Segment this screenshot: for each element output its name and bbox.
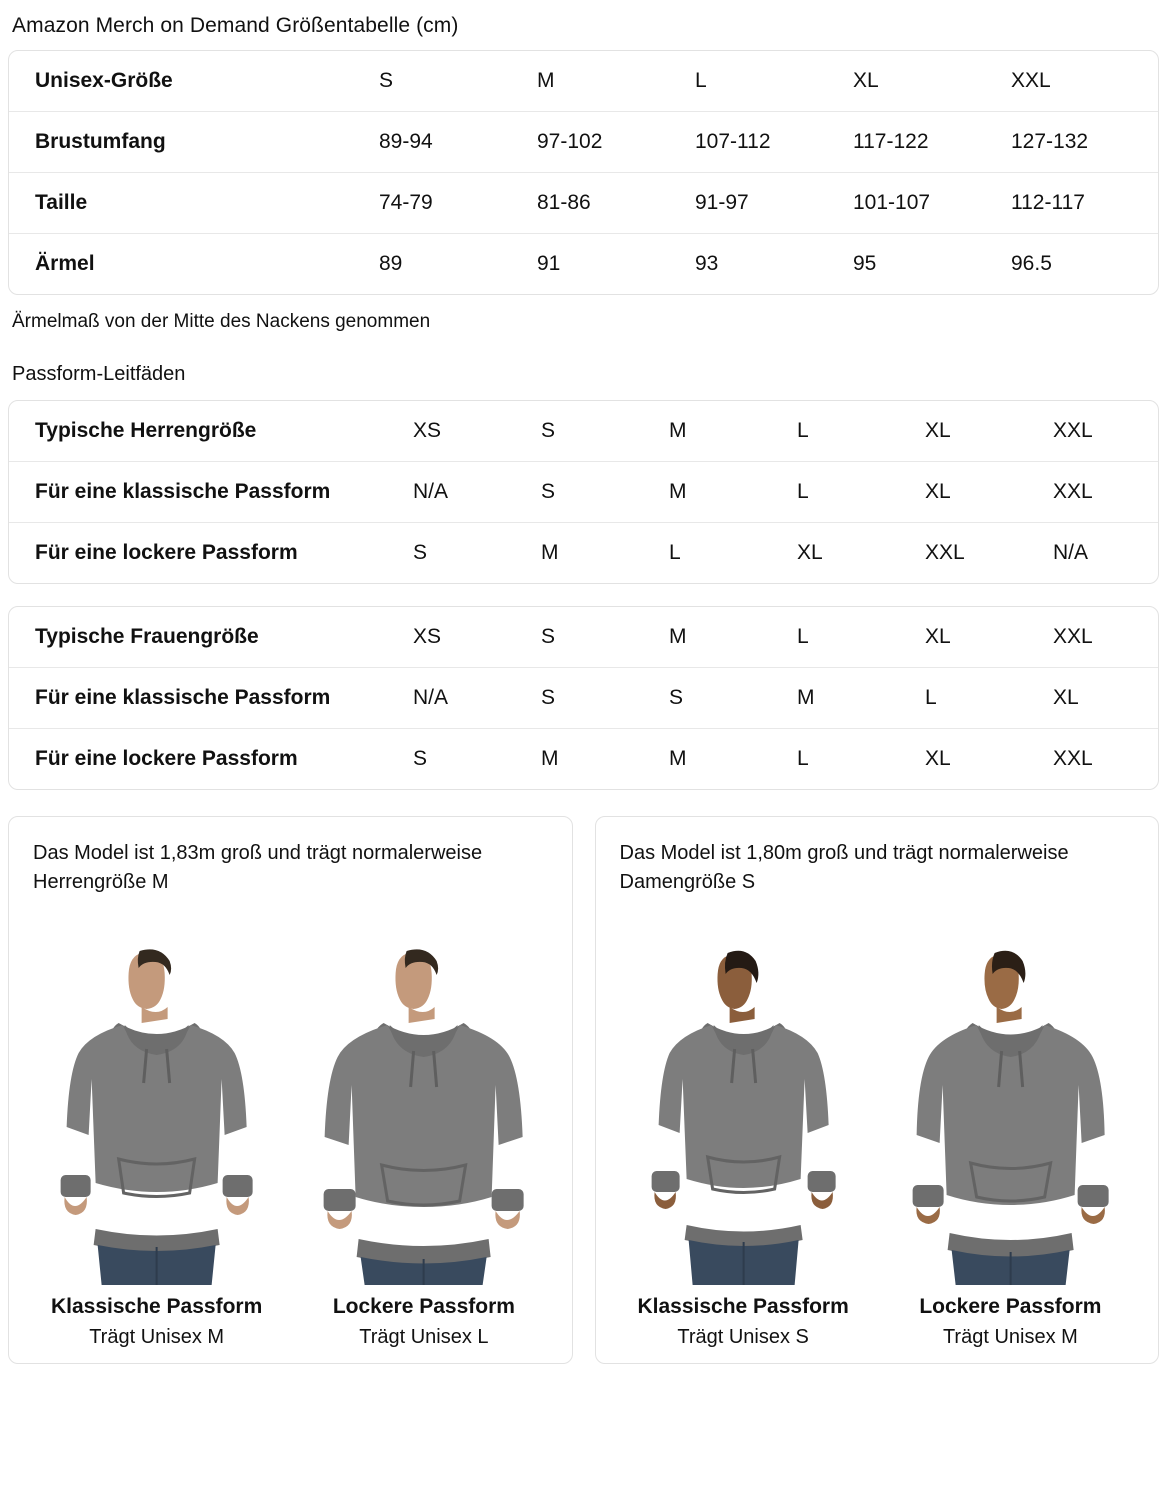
cell: S	[541, 625, 556, 648]
model-description: Das Model ist 1,80m groß und trägt normalerweise Damengröße S	[619, 842, 1069, 893]
cell: L	[797, 729, 925, 790]
figure-subtitle: Trägt Unisex S	[677, 1326, 809, 1348]
model-figures	[27, 903, 554, 1349]
model-figure-classic-fit-women	[614, 945, 873, 1349]
figure-title: Klassische Passform	[637, 1295, 849, 1318]
cell: XXL	[1053, 729, 1159, 790]
cell: XL	[925, 419, 951, 442]
cell: 91	[537, 234, 695, 295]
row-label: Für eine klassische Passform	[9, 668, 413, 729]
table-row	[9, 234, 1159, 295]
cell: XL	[853, 69, 879, 92]
mens-fit-table-card	[8, 400, 1159, 584]
table-row	[9, 668, 1159, 729]
cell: XS	[413, 625, 442, 648]
cell: XXL	[1053, 419, 1093, 442]
cell: XL	[1053, 668, 1159, 729]
cell: N/A	[413, 668, 541, 729]
cell: XS	[413, 419, 442, 442]
cell: L	[925, 668, 1053, 729]
figure-subtitle: Trägt Unisex M	[89, 1326, 225, 1348]
mens-fit-table	[9, 401, 1159, 583]
cell: 101-107	[853, 173, 1011, 234]
cell: S	[541, 668, 669, 729]
womens-fit-table	[9, 607, 1159, 789]
hoodie-model-image	[27, 945, 286, 1285]
womens-model-card	[595, 816, 1160, 1364]
cell: L	[797, 625, 809, 648]
row-label: Für eine lockere Passform	[9, 523, 413, 584]
cell: 89	[379, 234, 537, 295]
cell: N/A	[413, 462, 541, 523]
cell: XXL	[925, 523, 1053, 584]
measurements-table-card	[8, 50, 1159, 295]
model-figure-relaxed-fit-men	[294, 945, 553, 1349]
cell: XXL	[1053, 625, 1093, 648]
cell: 117-122	[853, 112, 1011, 173]
cell: M	[537, 69, 555, 92]
hoodie-model-image	[294, 945, 553, 1285]
womens-fit-table-card	[8, 606, 1159, 790]
figure-title: Lockere Passform	[332, 1295, 515, 1318]
cell: 81-86	[537, 173, 695, 234]
row-label: Typische Herrengröße	[35, 419, 257, 442]
cell: M	[541, 523, 669, 584]
model-description: Das Model ist 1,83m groß und trägt normalerweise Herrengröße M	[33, 842, 483, 893]
cell: 107-112	[695, 112, 853, 173]
figure-subtitle: Trägt Unisex M	[942, 1326, 1078, 1348]
model-figure-classic-fit-men	[27, 945, 286, 1349]
cell: 74-79	[379, 173, 537, 234]
cell: S	[379, 69, 394, 92]
cell: 97-102	[537, 112, 695, 173]
cell: M	[797, 668, 925, 729]
row-label: Für eine lockere Passform	[9, 729, 413, 790]
cell: XL	[925, 625, 951, 648]
model-figure-relaxed-fit-women	[881, 945, 1140, 1349]
cell: 93	[695, 234, 853, 295]
fit-guides-heading: Passform-Leitfäden	[12, 363, 186, 385]
cell: XXL	[1053, 462, 1159, 523]
table-row	[9, 112, 1159, 173]
cell: XL	[925, 462, 1053, 523]
cell: M	[541, 729, 669, 790]
figure-title: Klassische Passform	[50, 1295, 263, 1318]
cell: 95	[853, 234, 1011, 295]
cell: 112-117	[1011, 173, 1159, 234]
hoodie-model-image	[881, 945, 1140, 1285]
hoodie-model-image	[614, 945, 873, 1285]
cell: XL	[797, 523, 925, 584]
table-row	[9, 401, 1159, 462]
cell: XXL	[1011, 69, 1051, 92]
cell: 91-97	[695, 173, 853, 234]
table-row	[9, 729, 1159, 790]
cell: XL	[925, 729, 1053, 790]
figure-subtitle: Trägt Unisex L	[359, 1326, 489, 1348]
cell: S	[541, 462, 669, 523]
cell: S	[413, 523, 541, 584]
figure-title: Lockere Passform	[919, 1295, 1102, 1318]
table-row	[9, 173, 1159, 234]
cell: 127-132	[1011, 112, 1159, 173]
table-row	[9, 607, 1159, 668]
row-label: Brustumfang	[9, 112, 379, 173]
row-label: Typische Frauengröße	[35, 625, 259, 648]
cell: M	[669, 625, 687, 648]
cell: M	[669, 462, 797, 523]
sleeve-measurement-note: Ärmelmaß von der Mitte des Nackens genommen	[12, 311, 431, 332]
cell: L	[797, 419, 809, 442]
measurements-table	[9, 51, 1159, 294]
cell: 89-94	[379, 112, 537, 173]
page-title: Amazon Merch on Demand Größentabelle (cm)	[12, 14, 459, 37]
cell: 96.5	[1011, 234, 1159, 295]
cell: L	[669, 523, 797, 584]
cell: M	[669, 729, 797, 790]
cell: M	[669, 419, 687, 442]
table-row	[9, 462, 1159, 523]
cell: N/A	[1053, 523, 1159, 584]
cell: S	[413, 729, 541, 790]
table-row	[9, 523, 1159, 584]
row-label: Für eine klassische Passform	[9, 462, 413, 523]
row-label: Unisex-Größe	[35, 69, 173, 92]
row-label: Taille	[9, 173, 379, 234]
table-row	[9, 51, 1159, 112]
cell: L	[797, 462, 925, 523]
row-label: Ärmel	[9, 234, 379, 295]
mens-model-card	[8, 816, 573, 1364]
cell: S	[541, 419, 556, 442]
model-figures	[614, 903, 1141, 1349]
cell: L	[695, 69, 707, 92]
cell: S	[669, 668, 797, 729]
model-panels	[8, 816, 1159, 1364]
